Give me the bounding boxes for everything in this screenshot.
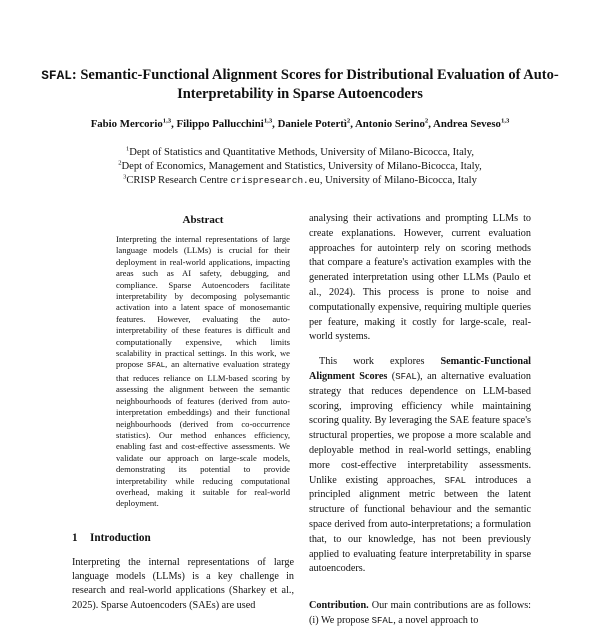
introduction-body: Interpreting the internal representations of large language models (LLMs) is a key challenge in research and real-world applications (Sharkey et al., 2025). Sparse Autoencoders (SAEs) are used: [72, 557, 294, 611]
affiliation: $^1$Dept of Statistics and Quantitative Methods, University of Milano-Bicocca, Italy,: [126, 145, 474, 158]
title-acronym: SFAL: [41, 68, 72, 83]
affiliation: $^3$CRISP Research Centre crispresearch.eu, University of Milano-Bicocca, Italy: [123, 173, 477, 186]
affiliation-url: crispresearch.eu: [230, 175, 320, 186]
abstract-body: Interpreting the internal representations of large language models (LLMs) is crucial for their deployment in real-world applications, impacting areas such as AI safety, debugging, and compliance. Sparse Autoencoders facilitate interpretability by decomposing polysemantic activation into a latent space of monosemantic features. However, evaluating the auto-interpretability of these features is difficult and computationally expensive, which limits scalability in practical settings. In this work, we propose SFAL, an alternative evaluation strategy that reduces reliance on LLM-based scoring by assessing the alignment between the semantic neighbourhoods of features (derived from auto-interpretation embeddings) and their functional neighbourhoods (derived from co-occurrence statistics). Our method enhances efficiency, enabling fast and cost-effective assessments. We validate our approach on large-scale models, demonstrating its potential to provide interpretability while reducing computational overhead, making it suitable for real-world deployment.: [116, 234, 290, 509]
author: Antonio Serino$^2$: [355, 117, 429, 130]
paragraph: This work explores Semantic-Functional Alignment Scores (SFAL), an alternative evaluation strategy that reduces dependence on LLM-based scoring, improving efficiency while maintaining scoring quality. By leveraging the SAE feature space's structural properties, we propose a more scalable and deployable method in real-world settings, enabling more cost-effective interpretability assessments. Unlike existing approaches, SFAL introduces a principled alignment metric between the latent structure of functional behaviour and the semantic space derived from auto-interpretations; a formulation that, to our knowledge, has not been previously applied to evaluating feature interpretability in sparse autoencoders.: [309, 356, 531, 575]
title-text: : Semantic-Functional Alignment Scores for Distributional Evaluation of Auto-Interpretability in Sparse Autoencoders: [71, 67, 559, 102]
affiliation: $^2$Dept of Economics, Management and Statistics, University of Milano-Bicocca, Italy,: [118, 159, 482, 172]
paragraph: analysing their activations and prompting LLMs to create explanations. However, current evaluation approaches for autointerp rely on scoring methods that compare a feature's activation examples with the generated interpretation using other LLMs (Paulo et al., 2024). This process is prone to noise and computationally expensive, requiring multiple queries per feature, making it costly for large-scale, real-world systems.: [309, 213, 531, 343]
abstract-heading: Abstract: [182, 214, 224, 226]
section-heading-introduction: 1 Introduction: [72, 532, 151, 544]
author-list: Fabio Mercorio$^{1,3}$, Filippo Pallucchini$^{1,3}$, Daniele Potertì$^2$, Antonio Serino$^2$, Andrea Seveso$^{1,3}$: [90, 117, 510, 130]
right-column: [309, 212, 531, 629]
author: Filippo Pallucchini$^{1,3}$: [176, 117, 273, 130]
paper-title: [40, 66, 560, 103]
affiliations: [40, 146, 560, 188]
author: Daniele Potertì$^2$: [277, 117, 351, 130]
author: Fabio Mercorio$^{1,3}$: [90, 117, 172, 130]
paragraph-contribution: Contribution. Our main contributions are as follows: (i) We propose SFAL, a novel approach to: [309, 600, 531, 626]
author: Andrea Seveso$^{1,3}$: [433, 117, 510, 130]
